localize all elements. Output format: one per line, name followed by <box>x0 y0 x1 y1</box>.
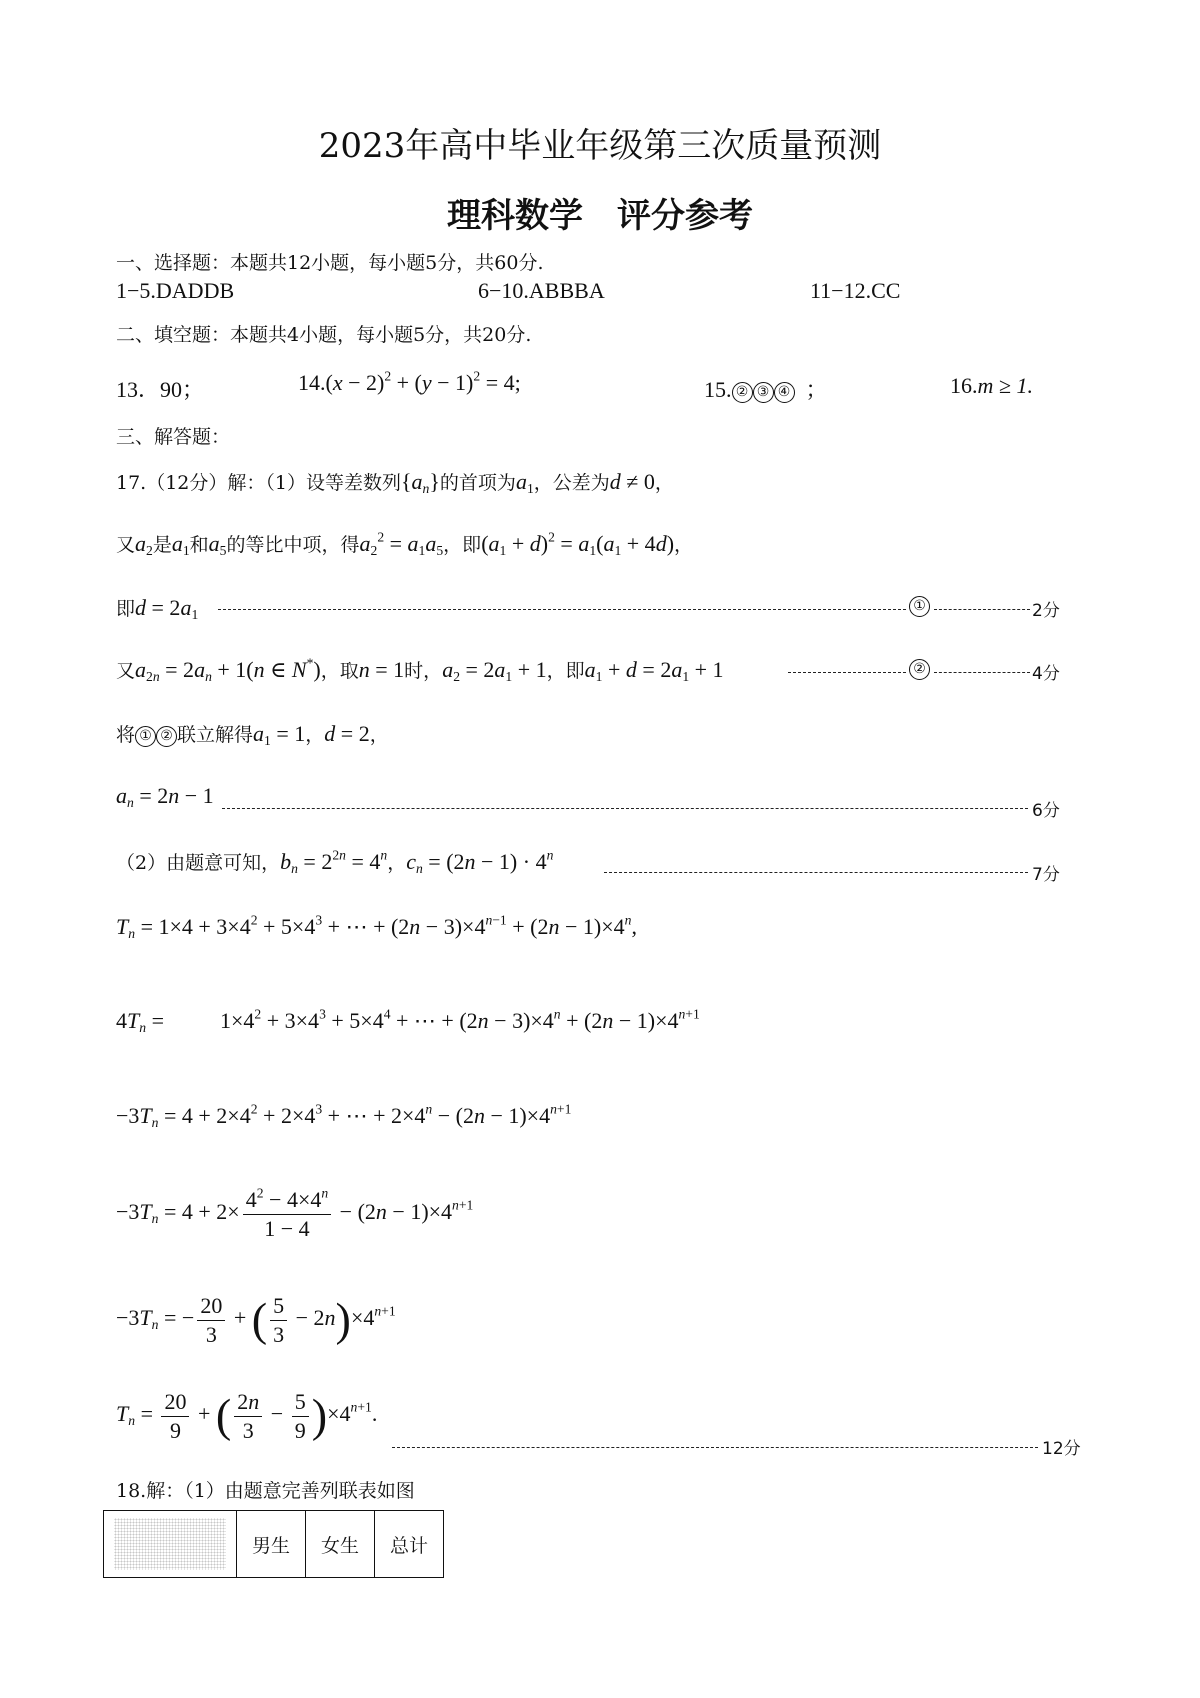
answer-14-label: 14. <box>298 370 326 395</box>
formula-minus3tn-2: $-3T_n = 4 + 2\times$ $\frac{4^2 - 4\times 4^n}{1 - 4}$ − $(2n - 1)\times 4^{n+1}$ <box>116 1185 474 1241</box>
text: 和 <box>189 534 209 556</box>
text: ，即 <box>443 534 482 556</box>
q17-line-1: 17.（12分）解：（1）设等差数列$\{a_n\}$的首项为$a_1$，公差为d ≠ 0， <box>116 469 674 497</box>
answer-15-label: 15. <box>704 377 732 402</box>
q17-intro-mid: 的首项为 <box>439 472 516 494</box>
circled-mark: ② <box>732 382 753 403</box>
dashed-leader <box>788 672 906 673</box>
dashed-leader <box>392 1447 1038 1448</box>
formula-minus3tn-3: $-3T_n$ = − $\frac{20}{3}$ + ( $\frac{5}{3}$ − $2n)\times 4^{n+1}$ <box>116 1293 396 1347</box>
table-header-cell: 女生 <box>306 1511 375 1578</box>
answer-group-3: 11−12.CC <box>810 278 901 303</box>
formula: $d = 2a_1$ <box>135 595 199 623</box>
score-4: 4分 <box>1032 664 1060 684</box>
q17-part2: （2）由题意可知，$b_n = 2^{2n} = 4^n$，$c_n = (2n - 1) \cdot 4^n$ <box>116 847 554 877</box>
answer-group-1: 1−5.DADDB <box>116 278 235 303</box>
q17-intro-mid2: ，公差为 <box>533 472 610 494</box>
formula-tn: $T_n = 1\times 4 + 3\times 4^2 + 5\times 4^3$ + ⋯ + $(2n - 3)\times 4^{n-1} + (2n - 1)\times 4^n$, <box>116 912 637 942</box>
formula: $(a_1 + d)^2 = a_1(a_1 + 4d)$ <box>481 529 675 559</box>
formula: d = 2 <box>324 721 370 746</box>
answer-14 <box>298 370 521 396</box>
formula: n = 1 <box>358 657 405 682</box>
score-2: 2分 <box>1032 601 1060 621</box>
formula: $a_2^2 = a_1a_5$ <box>359 529 444 559</box>
text: ，取 <box>320 660 359 682</box>
answer-16-formula: m ≥ 1. <box>977 373 1033 398</box>
section3-heading: 三、解答题： <box>116 426 231 448</box>
answer-15 <box>704 373 828 404</box>
text: 联立解得 <box>177 724 254 746</box>
q18-intro: 18.解：（1）由题意完善列联表如图 <box>116 1480 415 1502</box>
formula-4tn-rhs: $1\times 4^2 + 3\times 4^3 + 5\times 4^4$ + ⋯ + $(2n - 3)\times 4^n + (2n - 1)\times 4^{n+1}$ <box>220 1006 700 1033</box>
formula-tn-result: $T_n$ = $\frac{20}{9}$ + ( $\frac{2n}{3}$ − $\frac{5}{9}$ )$\times 4^{n+1}$. <box>116 1389 378 1443</box>
circled-mark: ① <box>909 596 930 617</box>
corner-shading <box>114 1518 226 1570</box>
score-7: 7分 <box>1032 865 1060 885</box>
text: 又 <box>116 534 136 556</box>
text: ，即 <box>546 660 585 682</box>
formula: $a_1 + d = 2a_1 + 1$ <box>584 657 724 685</box>
formula: $a_5$ <box>208 531 227 559</box>
answer-13: 13．90； <box>116 377 205 402</box>
text: 又 <box>116 660 136 682</box>
formula-minus3tn-1: $-3T_n = 4 + 2\times 4^2 + 2\times 4^3$ + ⋯ + $2\times 4^n - (2n - 1)\times 4^{n+1}$ <box>116 1101 572 1131</box>
dashed-leader <box>222 808 1028 809</box>
answer-15-tail: ； <box>805 377 828 402</box>
formula: $a_1$ <box>515 469 534 497</box>
dashed-leader <box>934 672 1030 673</box>
section1-heading: 一、选择题：本题共12小题，每小题5分，共60分. <box>116 252 544 274</box>
circled-mark: ① <box>135 726 156 747</box>
text: （2）由题意可知， <box>116 852 281 874</box>
formula: $a_{2n} = 2a_n + 1(n$ ∈ N*) <box>135 655 321 685</box>
dashed-leader <box>604 872 1028 873</box>
text: 是 <box>152 534 172 556</box>
page-title: 2023年高中毕业年级第三次质量预测 <box>318 126 882 166</box>
q17-line-3 <box>116 594 198 621</box>
formula: $a_1$ <box>171 531 190 559</box>
formula-an: $a_n = 2n - 1$ <box>116 783 214 811</box>
formula: $a_2 = 2a_1 + 1$ <box>442 657 547 685</box>
text: 将 <box>116 724 136 746</box>
formula: $a_2$ <box>135 531 153 559</box>
page-subtitle: 理科数学 评分参考 <box>447 196 753 236</box>
dashed-leader <box>934 609 1030 610</box>
contingency-table <box>103 1510 444 1578</box>
formula: $a_1 = 1$ <box>253 721 306 749</box>
q17-intro-text: 17.（12分）解：（1）设等差数列 <box>116 472 401 494</box>
score-6: 6分 <box>1032 801 1060 821</box>
formula: d ≠ 0 <box>609 469 655 494</box>
q17-line-2: 又$a_2$是$a_1$和$a_5$的等比中项，得$a_2^2 = a_1a_5$，即$(a_1 + d)^2 = a_1(a_1 + 4d)$， <box>116 529 694 559</box>
formula-4tn: $4T_n$ = <box>116 1008 164 1036</box>
text: 的等比中项，得 <box>226 534 360 556</box>
formula: $b_n = 2^{2n} = 4^n$ <box>280 847 388 877</box>
table-header-cell: 男生 <box>237 1511 306 1578</box>
text: 即 <box>116 598 136 620</box>
circled-mark: ② <box>156 726 177 747</box>
formula: $c_n = (2n - 1) \cdot 4^n$ <box>406 847 554 877</box>
table-row <box>104 1511 444 1578</box>
answer-group-2: 6−10.ABBBA <box>478 278 605 303</box>
section2-heading: 二、填空题：本题共4小题，每小题5分，共20分. <box>116 324 532 346</box>
q17-line-4 <box>116 656 724 683</box>
table-header-cell: 总计 <box>375 1511 444 1578</box>
circled-mark: ④ <box>774 382 795 403</box>
q17-line-5: 将 ① ② 联立解得$a_1 = 1$，d = 2， <box>116 721 389 749</box>
answer-14-formula: $(x - 2)^2 + (y - 1)^2 = 4$; <box>325 368 521 395</box>
text: 时， <box>404 660 443 682</box>
formula: $\{a_n\}$ <box>400 469 440 497</box>
score-12: 12分 <box>1042 1439 1081 1459</box>
dashed-leader <box>218 609 906 610</box>
answer-16 <box>950 373 1033 399</box>
answer-16-label: 16. <box>950 373 978 398</box>
circled-mark: ③ <box>753 382 774 403</box>
circled-mark: ② <box>909 659 930 680</box>
table-corner-cell <box>104 1511 237 1578</box>
